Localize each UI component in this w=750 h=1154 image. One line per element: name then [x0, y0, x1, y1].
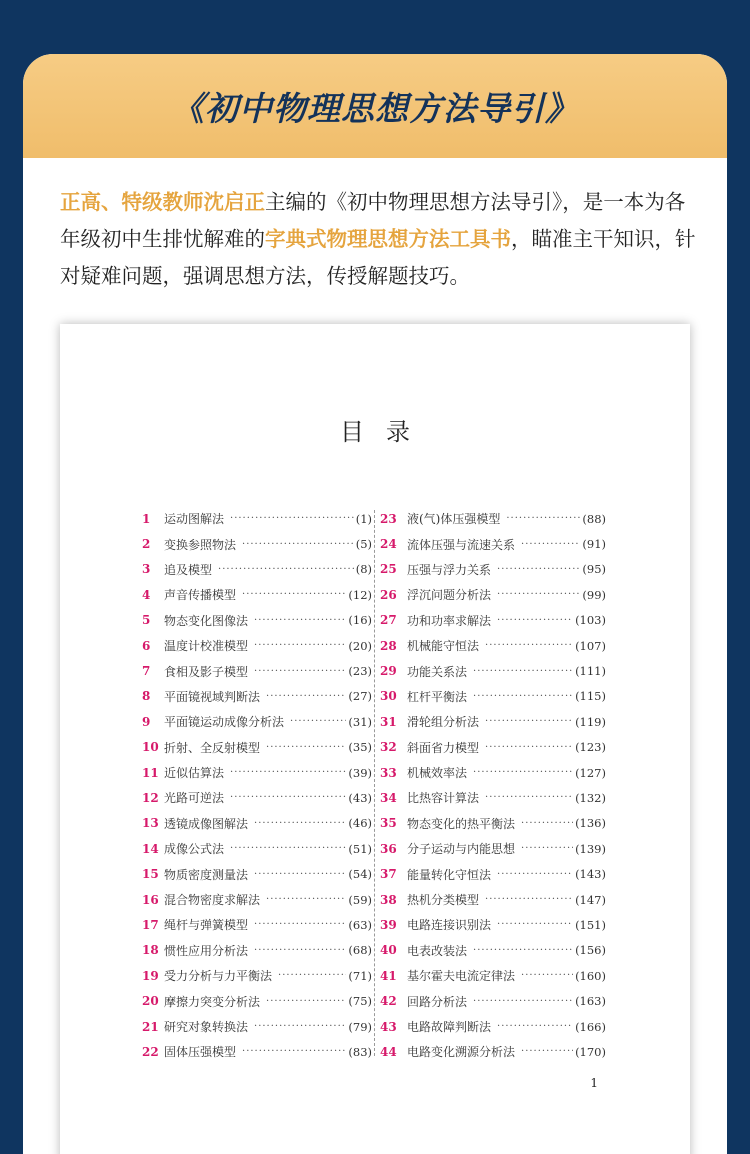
toc-entry-page: (132) — [575, 790, 606, 805]
toc-entry-number: 38 — [380, 892, 397, 907]
toc-entry[interactable] — [380, 963, 606, 988]
toc-entry-title: 热机分类模型 — [407, 893, 480, 908]
toc-title: 目录 — [340, 418, 432, 446]
toc-entry-number: 25 — [380, 562, 397, 577]
toc-entry-title: 基尔霍夫电流定律法 — [407, 969, 516, 984]
toc-entry-title: 功能关系法 — [407, 664, 468, 679]
intro-highlight-tool: 字典式物理思想方法工具书 — [265, 227, 511, 251]
toc-entry-page: (123) — [575, 740, 606, 755]
toc-entry-title: 压强与浮力关系 — [407, 562, 492, 577]
toc-leader-dots — [473, 945, 573, 956]
toc-entry-page: (8) — [355, 562, 372, 577]
toc-entry[interactable] — [380, 836, 606, 861]
toc-entry-number: 36 — [380, 841, 397, 856]
toc-entry-number: 1 — [142, 511, 151, 526]
toc-entry-number: 8 — [142, 689, 151, 704]
toc-entry[interactable] — [142, 785, 372, 810]
toc-entry[interactable] — [142, 760, 372, 785]
toc-leader-dots — [497, 919, 573, 930]
toc-entry-number: 27 — [380, 613, 397, 628]
toc-entry-title: 能量转化守恒法 — [407, 867, 492, 882]
toc-entry-page: (166) — [575, 1019, 606, 1034]
toc-leader-dots — [230, 792, 346, 803]
toc-entry[interactable] — [380, 531, 606, 556]
toc-entry-page: (139) — [575, 841, 606, 856]
toc-leader-dots — [254, 919, 346, 930]
toc-entry[interactable] — [142, 709, 372, 734]
toc-entry-page: (63) — [348, 917, 372, 932]
toc-leader-dots — [521, 818, 573, 829]
toc-leader-dots — [497, 564, 580, 575]
toc-leader-dots — [485, 716, 573, 727]
toc-entry[interactable] — [142, 582, 372, 607]
toc-entry-page: (46) — [348, 816, 372, 831]
toc-entry-number: 30 — [380, 689, 397, 704]
toc-entry[interactable] — [142, 887, 372, 912]
toc-page — [60, 324, 690, 1154]
column-divider — [374, 510, 375, 1056]
toc-entry-title: 浮沉问题分析法 — [407, 588, 492, 603]
toc-entry-number: 37 — [380, 867, 397, 882]
toc-leader-dots — [254, 640, 346, 651]
toc-leader-dots — [266, 996, 346, 1007]
toc-entry[interactable] — [142, 633, 372, 658]
toc-leader-dots — [242, 589, 346, 600]
toc-entry-page: (5) — [355, 537, 372, 552]
toc-entry-number: 9 — [142, 714, 151, 729]
toc-leader-dots — [473, 691, 573, 702]
toc-entry-page: (119) — [575, 714, 606, 729]
toc-entry-page: (111) — [575, 664, 606, 679]
toc-entry-page: (39) — [348, 765, 372, 780]
toc-entry-number: 2 — [142, 537, 151, 552]
toc-entry-title: 机械效率法 — [407, 766, 468, 781]
toc-entry-number: 4 — [142, 587, 151, 602]
toc-leader-dots — [254, 1021, 346, 1032]
toc-entry-number: 34 — [380, 790, 397, 805]
toc-leader-dots — [485, 742, 573, 753]
toc-leader-dots — [242, 1046, 346, 1057]
toc-entry-number: 22 — [142, 1044, 159, 1059]
toc-column-left — [142, 506, 372, 1065]
toc-entry-number: 29 — [380, 664, 397, 679]
toc-entry-page: (143) — [575, 867, 606, 882]
toc-entry[interactable] — [380, 684, 606, 709]
toc-entry-page: (54) — [348, 867, 372, 882]
toc-entry-page: (79) — [348, 1019, 372, 1034]
toc-entry-number: 23 — [380, 511, 397, 526]
toc-entry-number: 14 — [142, 841, 159, 856]
toc-entry-title: 光路可逆法 — [164, 791, 225, 806]
toc-entry-page: (163) — [575, 994, 606, 1009]
toc-leader-dots — [254, 818, 346, 829]
toc-entry-page: (160) — [575, 968, 606, 983]
toc-entry-page: (31) — [348, 714, 372, 729]
toc-entry-title: 回路分析法 — [407, 994, 468, 1009]
toc-entry-number: 15 — [142, 867, 159, 882]
toc-entry[interactable] — [380, 938, 606, 963]
banner-title: 《初中物理思想方法导引》 — [171, 88, 579, 128]
toc-entry-page: (88) — [582, 511, 606, 526]
toc-entry[interactable] — [380, 785, 606, 810]
toc-entry-title: 机械能守恒法 — [407, 639, 480, 654]
toc-entry-number: 19 — [142, 968, 159, 983]
toc-entry[interactable] — [142, 531, 372, 556]
toc-leader-dots — [521, 970, 573, 981]
toc-entry[interactable] — [380, 760, 606, 785]
toc-entry-title: 斜面省力模型 — [407, 740, 480, 755]
toc-entry[interactable] — [142, 963, 372, 988]
toc-leader-dots — [266, 894, 346, 905]
toc-entry-number: 18 — [142, 943, 159, 958]
toc-entry[interactable] — [380, 988, 606, 1013]
toc-leader-dots — [290, 716, 346, 727]
toc-entry[interactable] — [142, 1014, 372, 1039]
toc-entry[interactable] — [380, 1039, 606, 1064]
toc-entry-title: 惯性应用分析法 — [164, 943, 249, 958]
toc-entry-number: 43 — [380, 1019, 397, 1034]
toc-entry-page: (136) — [575, 816, 606, 831]
toc-entry-page: (103) — [575, 613, 606, 628]
toc-entry-title: 追及模型 — [164, 562, 213, 577]
toc-entry-number: 20 — [142, 994, 159, 1009]
intro-highlight-author: 正高、特级教师沈启正 — [60, 190, 265, 214]
toc-entry-title: 滑轮组分析法 — [407, 715, 480, 730]
toc-entry[interactable] — [142, 861, 372, 886]
toc-entry-title: 物态变化图像法 — [164, 613, 249, 628]
toc-entry-title: 食相及影子模型 — [164, 664, 249, 679]
toc-entry-number: 13 — [142, 816, 159, 831]
toc-leader-dots — [506, 513, 580, 524]
toc-leader-dots — [218, 564, 354, 575]
toc-entry-number: 28 — [380, 638, 397, 653]
toc-entry-title: 电路变化溯源分析法 — [407, 1045, 516, 1060]
toc-entry-page: (71) — [348, 968, 372, 983]
toc-entry[interactable] — [380, 658, 606, 683]
toc-entry-page: (27) — [348, 689, 372, 704]
toc-entry-title: 比热容计算法 — [407, 791, 480, 806]
toc-entry[interactable] — [380, 912, 606, 937]
toc-entry-number: 3 — [142, 562, 151, 577]
toc-entry-title: 运动图解法 — [164, 512, 225, 527]
intro-text-1: 主编的《初中物理思想方法导引》，是一本为各年级初中生排忧解难的 — [60, 190, 686, 251]
toc-entry[interactable] — [142, 506, 372, 531]
toc-entry-page: (1) — [355, 511, 372, 526]
toc-leader-dots — [485, 640, 573, 651]
toc-leader-dots — [497, 589, 580, 600]
toc-entry[interactable] — [380, 1014, 606, 1039]
toc-entry[interactable] — [380, 582, 606, 607]
toc-entry-number: 10 — [142, 740, 159, 755]
toc-entry-page: (35) — [348, 740, 372, 755]
toc-entry-number: 17 — [142, 917, 159, 932]
toc-entry[interactable] — [142, 811, 372, 836]
toc-entry-number: 7 — [142, 664, 151, 679]
toc-leader-dots — [254, 945, 346, 956]
toc-entry-title: 成像公式法 — [164, 842, 225, 857]
toc-entry-page: (59) — [348, 892, 372, 907]
toc-leader-dots — [485, 792, 573, 803]
toc-entry-number: 16 — [142, 892, 159, 907]
toc-entry-title: 电路故障判断法 — [407, 1020, 492, 1034]
toc-entry-number: 21 — [142, 1019, 159, 1034]
toc-leader-dots — [521, 1046, 573, 1057]
toc-entry-number: 33 — [380, 765, 397, 780]
page-number: 1 — [590, 1076, 598, 1090]
toc-entry-number: 12 — [142, 790, 159, 805]
toc-entry[interactable] — [142, 557, 372, 582]
toc-entry-title: 受力分析与力平衡法 — [164, 969, 273, 984]
toc-column-right — [380, 506, 606, 1065]
toc-entry-title: 分子运动与内能思想 — [407, 842, 516, 857]
toc-entry-number: 41 — [380, 968, 397, 983]
toc-entry-number: 5 — [142, 613, 151, 628]
toc-entry-number: 40 — [380, 943, 397, 958]
toc-entry-page: (170) — [575, 1044, 606, 1059]
toc-entry-page: (12) — [348, 587, 372, 602]
toc-entry-title: 流体压强与流速关系 — [407, 537, 516, 552]
toc-entry[interactable] — [380, 861, 606, 886]
toc-entry-title: 液(气)体压强模型 — [407, 512, 501, 527]
title-banner — [23, 54, 727, 158]
toc-entry-page: (99) — [582, 587, 606, 602]
toc-leader-dots — [266, 691, 346, 702]
toc-entry[interactable] — [142, 684, 372, 709]
toc-leader-dots — [254, 869, 346, 880]
toc-entry-title: 功和功率求解法 — [407, 613, 492, 628]
toc-entry[interactable] — [380, 557, 606, 582]
toc-entry-title: 固体压强模型 — [164, 1045, 237, 1060]
toc-entry[interactable] — [142, 1039, 372, 1064]
toc-leader-dots — [485, 894, 573, 905]
toc-entry-title: 摩擦力突变分析法 — [164, 994, 261, 1009]
toc-leader-dots — [266, 742, 346, 753]
toc-entry-page: (127) — [575, 765, 606, 780]
toc-entry-number: 39 — [380, 917, 397, 932]
toc-entry-number: 35 — [380, 816, 397, 831]
toc-entry[interactable] — [380, 735, 606, 760]
toc-leader-dots — [473, 666, 573, 677]
toc-entry-page: (115) — [575, 689, 606, 704]
toc-entry-title: 平面镜运动成像分析法 — [164, 715, 285, 730]
toc-entry-title: 变换参照物法 — [164, 537, 237, 552]
toc-entry-page: (20) — [348, 638, 372, 653]
toc-leader-dots — [254, 615, 346, 626]
toc-entry-page: (16) — [348, 613, 372, 628]
toc-entry-title: 温度计校准模型 — [164, 639, 249, 654]
toc-entry-title: 物态变化的热平衡法 — [407, 816, 516, 831]
toc-leader-dots — [473, 767, 573, 778]
toc-entry-page: (156) — [575, 943, 606, 958]
toc-entry[interactable] — [142, 836, 372, 861]
toc-leader-dots — [230, 843, 346, 854]
toc-entry[interactable] — [142, 658, 372, 683]
toc-leader-dots — [278, 970, 346, 981]
toc-entry-page: (23) — [348, 664, 372, 679]
toc-leader-dots — [497, 1021, 573, 1032]
toc-entry-page: (68) — [348, 943, 372, 958]
toc-entry-title: 杠杆平衡法 — [407, 689, 468, 704]
toc-leader-dots — [230, 767, 346, 778]
toc-entry-number: 24 — [380, 537, 397, 552]
toc-entry-page: (95) — [582, 562, 606, 577]
toc-entry-page: (43) — [348, 790, 372, 805]
toc-entry-title: 混合物密度求解法 — [164, 893, 261, 908]
toc-entry-page: (83) — [348, 1044, 372, 1059]
toc-entry-page: (107) — [575, 638, 606, 653]
toc-entry-page: (147) — [575, 892, 606, 907]
toc-entry-number: 26 — [380, 587, 397, 602]
toc-leader-dots — [254, 666, 346, 677]
toc-entry-title: 声音传播模型 — [164, 588, 237, 603]
toc-entry-title: 电路连接识别法 — [407, 918, 492, 933]
toc-leader-dots — [230, 513, 354, 524]
toc-entry-title: 平面镜视域判断法 — [164, 689, 261, 704]
toc-entry[interactable] — [380, 633, 606, 658]
toc-entry-title: 研究对象转换法 — [164, 1020, 249, 1034]
toc-entry[interactable] — [142, 988, 372, 1013]
toc-entry-page: (51) — [348, 841, 372, 856]
toc-leader-dots — [521, 539, 580, 550]
toc-entry-page: (91) — [582, 537, 606, 552]
toc-entry[interactable] — [142, 608, 372, 633]
toc-entry[interactable] — [380, 608, 606, 633]
toc-entry-title: 近似估算法 — [164, 766, 225, 781]
toc-entry-number: 31 — [380, 714, 397, 729]
toc-entry[interactable] — [142, 938, 372, 963]
toc-entry-number: 11 — [142, 765, 159, 780]
toc-entry-page: (151) — [575, 917, 606, 932]
toc-entry[interactable] — [380, 506, 606, 531]
toc-entry-number: 6 — [142, 638, 151, 653]
toc-leader-dots — [497, 869, 573, 880]
toc-entry[interactable] — [380, 811, 606, 836]
toc-entry-title: 折射、全反射模型 — [164, 740, 261, 755]
toc-leader-dots — [521, 843, 573, 854]
toc-entry[interactable] — [380, 709, 606, 734]
toc-entry-number: 42 — [380, 994, 397, 1009]
toc-leader-dots — [242, 539, 354, 550]
toc-entry-title: 物质密度测量法 — [164, 867, 249, 882]
toc-entry-number: 32 — [380, 740, 397, 755]
content-card — [23, 54, 727, 1154]
toc-entry-title: 电表改装法 — [407, 943, 468, 958]
intro-text-2: ，瞄准主干知识，针对疑难问题，强调思想方法，传授解题技巧。 — [60, 227, 696, 288]
toc-entry-number: 44 — [380, 1044, 397, 1059]
toc-leader-dots — [497, 615, 573, 626]
toc-entry[interactable] — [380, 887, 606, 912]
toc-entry-page: (75) — [348, 994, 372, 1009]
toc-entry[interactable] — [142, 912, 372, 937]
toc-leader-dots — [473, 996, 573, 1007]
toc-entry[interactable] — [142, 735, 372, 760]
toc-entry-title: 绳杆与弹簧模型 — [164, 918, 249, 933]
intro-paragraph — [60, 184, 696, 295]
toc-entry-title: 透镜成像图解法 — [164, 816, 249, 831]
